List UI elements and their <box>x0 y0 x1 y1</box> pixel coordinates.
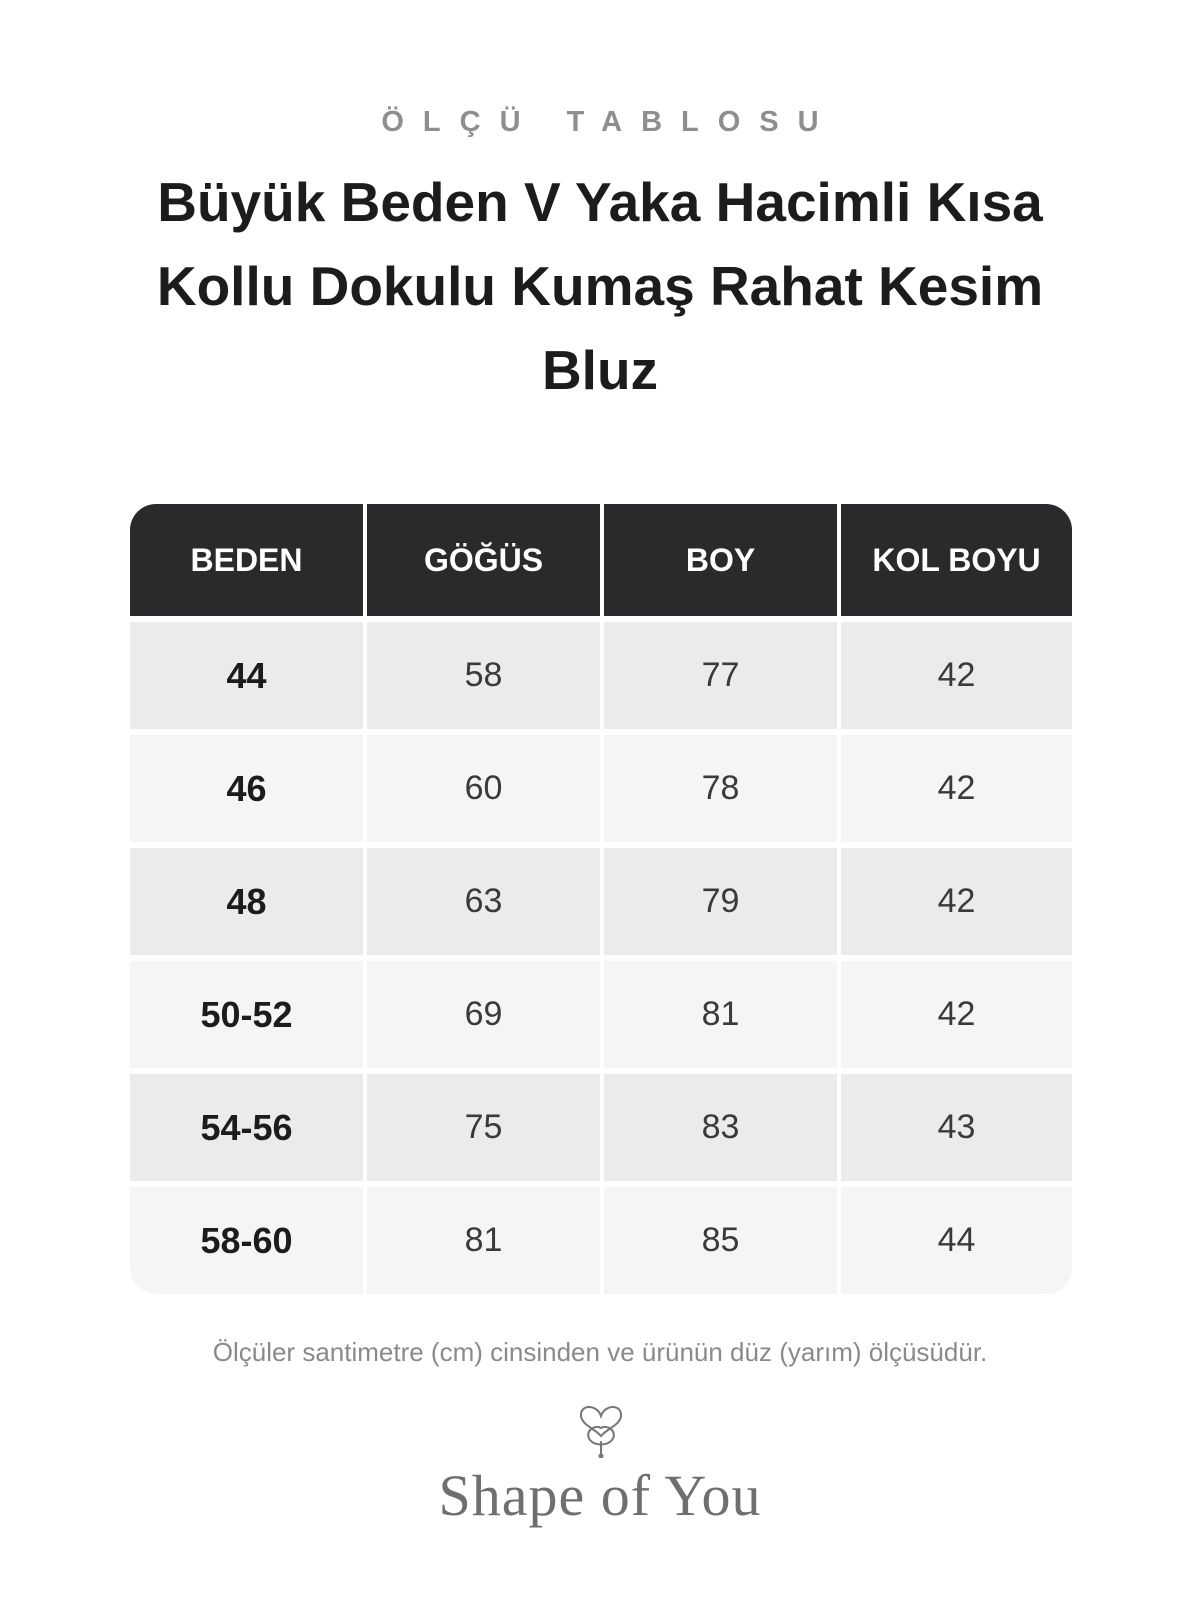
table-cell: 58 <box>367 622 600 729</box>
table-cell-size: 48 <box>130 848 363 955</box>
table-cell: 78 <box>604 735 837 842</box>
column-header-beden: BEDEN <box>130 504 363 616</box>
page-title: Büyük Beden V Yaka Hacimli Kısa Kollu Dokulu Kumaş Rahat Kesim Bluz <box>156 171 1044 401</box>
size-table <box>130 504 1072 1294</box>
table-cell: 42 <box>841 961 1072 1068</box>
brand-name: Shape of You <box>438 1463 762 1528</box>
table-cell: 42 <box>841 735 1072 842</box>
table-cell: 63 <box>367 848 600 955</box>
table-cell: 85 <box>604 1187 837 1294</box>
table-cell: 83 <box>604 1074 837 1181</box>
table-cell: 81 <box>604 961 837 1068</box>
table-cell-size: 50-52 <box>130 961 363 1068</box>
table-cell: 79 <box>604 848 837 955</box>
column-header-kol-boyu: KOL BOYU <box>841 504 1072 616</box>
table-cell: 44 <box>841 1187 1072 1294</box>
table-cell-size: 54-56 <box>130 1074 363 1181</box>
measurement-note: Ölçüler santimetre (cm) cinsinden ve ürünün düz (yarım) ölçüsüdür. <box>212 1337 988 1367</box>
table-cell-size: 46 <box>130 735 363 842</box>
table-cell-size: 58-60 <box>130 1187 363 1294</box>
table-cell: 77 <box>604 622 837 729</box>
column-header-boy: BOY <box>604 504 837 616</box>
hearts-logo-icon <box>570 1398 632 1458</box>
eyebrow-label: ÖLÇÜ TABLOSU <box>381 106 838 138</box>
table-cell: 43 <box>841 1074 1072 1181</box>
table-cell-size: 44 <box>130 622 363 729</box>
table-cell: 75 <box>367 1074 600 1181</box>
table-cell: 69 <box>367 961 600 1068</box>
table-cell: 60 <box>367 735 600 842</box>
table-cell: 42 <box>841 848 1072 955</box>
table-cell: 81 <box>367 1187 600 1294</box>
column-header-gogus: GÖĞÜS <box>367 504 600 616</box>
table-cell: 42 <box>841 622 1072 729</box>
